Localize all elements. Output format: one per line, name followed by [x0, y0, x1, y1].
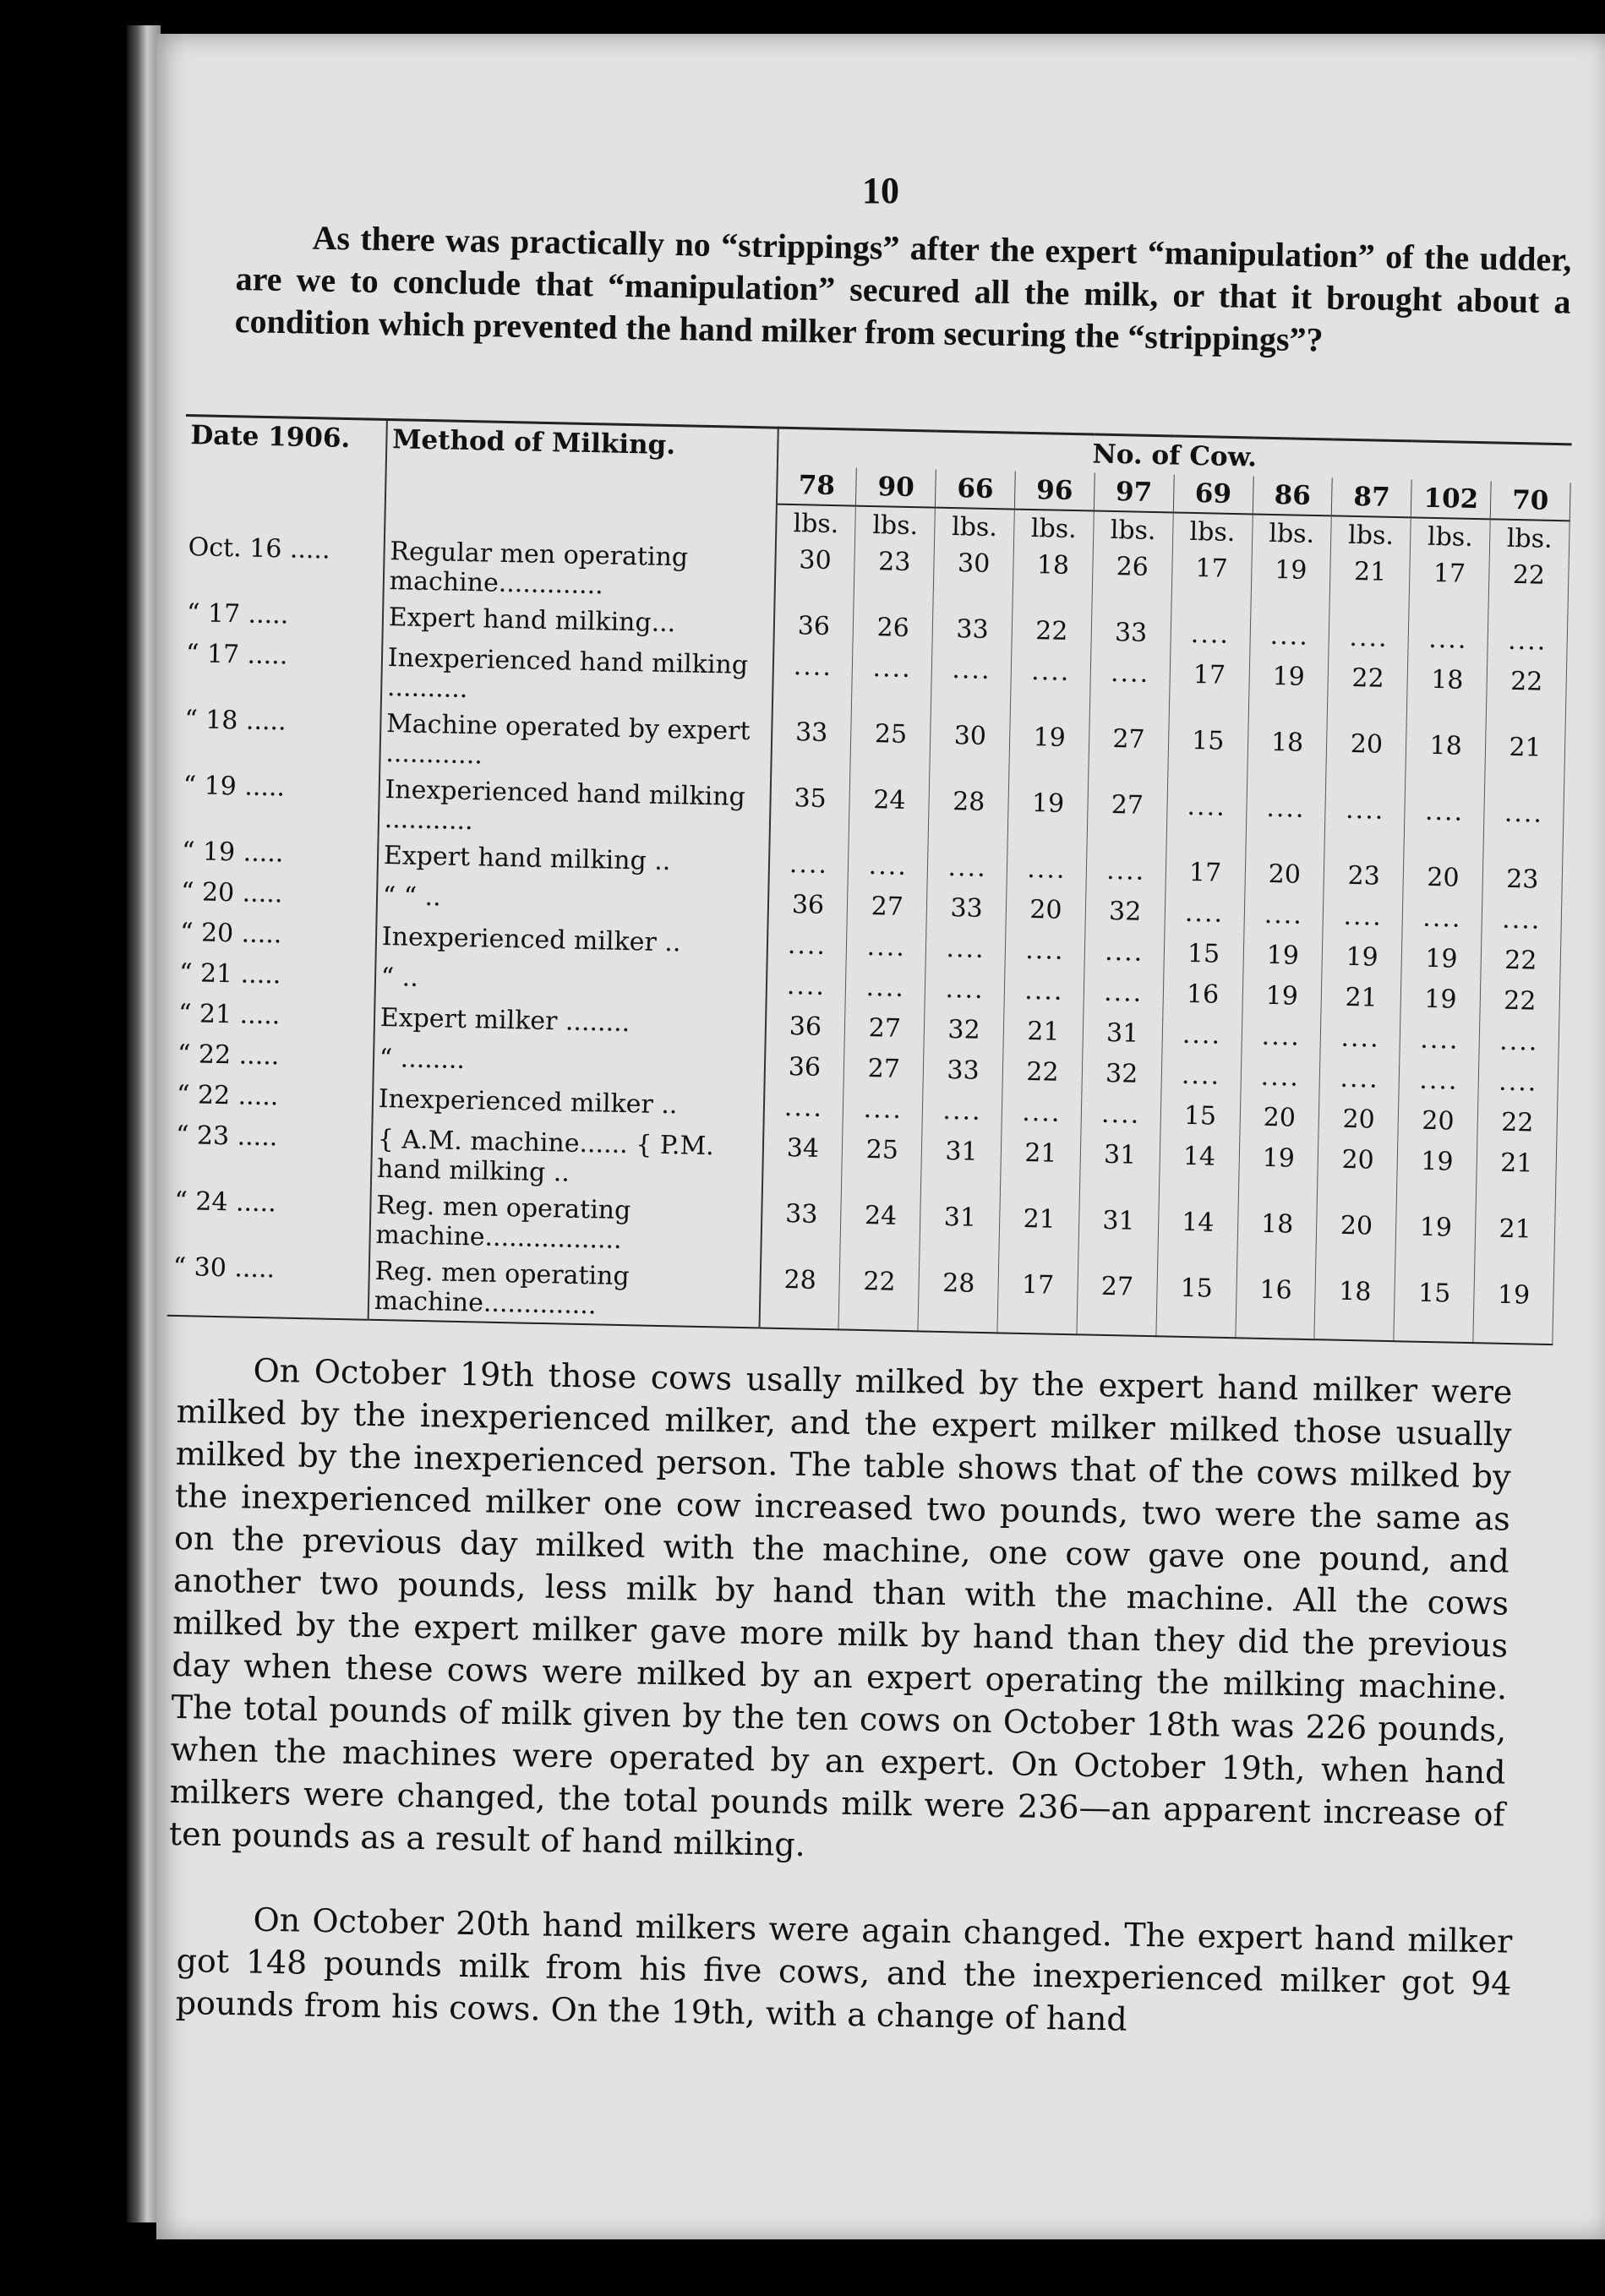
- milking-results-table: [167, 414, 1571, 1357]
- dot-leader: ....: [1499, 1026, 1539, 1057]
- cow-number-group-header: No. of Cow.: [1092, 439, 1258, 473]
- milk-pounds-cell: 19: [1401, 940, 1482, 982]
- milk-pounds-cell: 34: [762, 1129, 843, 1197]
- milk-pounds-cell: 17: [1171, 549, 1251, 617]
- dot-leader: ....: [1261, 1021, 1302, 1052]
- milk-pounds-cell: [1478, 1063, 1559, 1105]
- milk-pounds-cell: 15: [1156, 1269, 1237, 1338]
- dot-leader: ....: [945, 973, 985, 1005]
- page-number: 10: [862, 170, 899, 211]
- milk-pounds-cell: [1081, 1095, 1161, 1137]
- dot-leader: ....: [868, 851, 909, 881]
- milk-pounds-cell: 19: [1322, 938, 1402, 980]
- milk-pounds-cell: 24: [840, 1197, 920, 1264]
- milk-pounds-cell: [766, 968, 846, 1010]
- milk-pounds-cell: 23: [854, 543, 934, 611]
- milk-pounds-cell: 31: [920, 1132, 1001, 1200]
- milk-pounds-cell: 17: [1166, 854, 1246, 896]
- row-date: “ 19 .....: [177, 833, 379, 878]
- milk-pounds-cell: 16: [1163, 975, 1243, 1017]
- paragraph-oct-20-text: On October 20th hand milkers were again changed. The expert hand milker got 148 pounds milk from his five cows, and the inexperienced milker got 94 pounds from his cows. On the 19th, with a change of hand: [175, 1901, 1513, 2038]
- milk-pounds-cell: 21: [1321, 979, 1401, 1021]
- intro-paragraph-text: As there was practically no “strippings” after the expert “manipulation” of the udder, are we to conclude that “manipulation” secured all the milk, or that it brought about a condition which prevented the hand milker from securing the “strippings”?: [234, 218, 1572, 359]
- milk-pounds-cell: 15: [1160, 1097, 1241, 1139]
- milk-pounds-cell: 20: [1239, 1099, 1319, 1141]
- milk-pounds-cell: 26: [1092, 548, 1172, 616]
- milk-pounds-cell: 31: [1078, 1202, 1158, 1269]
- unit-label: lbs.: [855, 506, 936, 545]
- milk-pounds-cell: 20: [1244, 855, 1324, 897]
- milk-pounds-cell: [848, 848, 928, 890]
- milk-pounds-cell: 22: [1488, 556, 1570, 624]
- milk-pounds-cell: [925, 930, 1006, 972]
- dot-leader: ....: [942, 1095, 983, 1126]
- dot-leader: ....: [952, 655, 991, 686]
- milk-pounds-cell: 19: [1250, 551, 1330, 619]
- milk-pounds-cell: 20: [1318, 1141, 1398, 1208]
- milk-pounds-cell: [843, 1090, 923, 1132]
- milk-pounds-cell: 22: [1327, 659, 1407, 727]
- milk-pounds-cell: 23: [1482, 860, 1563, 903]
- milk-pounds-cell: [1086, 852, 1166, 894]
- milk-pounds-cell: 18: [1406, 727, 1486, 794]
- row-date: “ 22 .....: [172, 1036, 374, 1081]
- cow-number-header: 86: [1253, 476, 1333, 515]
- row-method: “ ..: [374, 959, 767, 1008]
- row-date: “ 18 .....: [178, 701, 380, 772]
- dot-leader: ....: [783, 1093, 824, 1123]
- row-date: “ 19 .....: [177, 767, 379, 837]
- row-method: Expert hand milking...: [382, 599, 774, 648]
- milk-pounds-cell: [1165, 894, 1245, 936]
- milk-pounds-cell: [1399, 1061, 1479, 1104]
- milk-pounds-cell: 27: [844, 1009, 925, 1051]
- milk-pounds-cell: 19: [1242, 977, 1322, 1019]
- dot-leader: ....: [1021, 1097, 1062, 1128]
- milk-pounds-cell: 17: [997, 1266, 1078, 1334]
- row-method: “ ........: [373, 1040, 765, 1089]
- dot-leader: ....: [1100, 1099, 1141, 1130]
- milk-pounds-cell: 17: [1409, 554, 1489, 622]
- milk-pounds-cell: 19: [1007, 784, 1088, 852]
- milk-pounds-cell: [763, 1088, 843, 1131]
- milk-pounds-cell: [772, 648, 853, 716]
- milk-pounds-cell: 15: [1167, 722, 1247, 789]
- milk-pounds-cell: 21: [1476, 1144, 1557, 1212]
- milk-pounds-cell: 22: [1477, 1104, 1558, 1146]
- dot-leader: ....: [1024, 935, 1065, 966]
- milk-pounds-cell: 33: [926, 889, 1007, 931]
- milk-pounds-cell: 36: [764, 1049, 844, 1091]
- unit-label: lbs.: [1014, 510, 1095, 548]
- dot-leader: ....: [866, 932, 907, 963]
- paragraph-indent: [177, 1380, 253, 1382]
- dot-leader: ....: [1024, 975, 1064, 1006]
- paragraph-indent: [177, 1929, 253, 1931]
- milk-pounds-cell: 22: [838, 1263, 919, 1331]
- unit-label: lbs.: [1331, 515, 1411, 554]
- milk-pounds-cell: 14: [1159, 1137, 1239, 1205]
- milk-pounds-cell: 21: [1329, 553, 1410, 620]
- milk-pounds-cell: 27: [1077, 1268, 1157, 1336]
- unit-label: lbs.: [1489, 519, 1570, 558]
- milk-pounds-cell: 19: [1400, 980, 1481, 1023]
- milk-pounds-cell: 31: [920, 1198, 1000, 1266]
- milk-pounds-cell: 22: [1012, 613, 1092, 655]
- milk-pounds-cell: 14: [1157, 1203, 1237, 1271]
- milk-pounds-cell: 21: [1484, 728, 1565, 796]
- dot-leader: ....: [793, 652, 833, 683]
- milk-pounds-cell: 36: [765, 1008, 845, 1050]
- milk-pounds-cell: [767, 927, 847, 969]
- milk-pounds-cell: [768, 846, 849, 888]
- milk-pounds-cell: 15: [1164, 935, 1244, 977]
- milking-table-container: [167, 414, 1571, 1357]
- dot-leader: ....: [1190, 619, 1231, 650]
- dot-leader: ....: [1181, 1060, 1221, 1091]
- milk-pounds-cell: [931, 652, 1011, 719]
- paragraph-oct-19-text: On October 19th those cows usally milked by the expert hand milker were milked by the inexperienced milker, and the expert milker milked those usually milked by the inexperienced person. The table shows that of the cows milked by the inexperienced milker one cow increased two pounds, two were the same as on the previous day milked with the machine, one cow gave one pound, and another two pounds, less milk by hand than with the machine. All the cows milked by the expert milker gave more milk by hand than they did the previous day when these cows were milked by an expert operating the milking machine. The total pounds of milk given by the ten cows on October 18th was 226 pounds, when the machines were operated by an expert. On October 19th, when hand milkers were changed, the total pounds milk were 236—an apparent increase of ten pounds as a result of hand milking.: [168, 1351, 1513, 1864]
- milk-pounds-cell: 27: [843, 1050, 924, 1092]
- cow-number-header: 66: [936, 470, 1016, 510]
- milk-pounds-cell: 30: [930, 717, 1010, 785]
- milk-pounds-cell: 18: [1237, 1205, 1317, 1273]
- dot-leader: ....: [865, 973, 906, 1003]
- milk-pounds-cell: [1400, 1021, 1480, 1063]
- milk-pounds-cell: 35: [769, 780, 850, 848]
- cow-number-header: 78: [776, 466, 856, 506]
- row-method: Reg. men operating machine.................: [369, 1187, 762, 1262]
- paragraph-oct-19: [169, 1348, 1513, 1878]
- dot-leader: ....: [1501, 904, 1542, 935]
- dot-leader: ....: [1187, 791, 1227, 822]
- row-method: Inexperienced hand milking ..........: [381, 640, 773, 714]
- milk-pounds-cell: [1170, 615, 1250, 657]
- milk-pounds-cell: [1004, 972, 1084, 1014]
- milk-pounds-cell: [925, 970, 1005, 1012]
- milk-pounds-cell: 19: [1473, 1276, 1554, 1344]
- milk-pounds-cell: [1089, 654, 1170, 722]
- milk-pounds-cell: 28: [918, 1264, 998, 1333]
- row-date: “ 24 .....: [168, 1183, 370, 1253]
- dot-leader: ....: [1419, 1024, 1460, 1055]
- paragraph-oct-20: [175, 1897, 1512, 2048]
- dot-leader: ....: [1504, 798, 1544, 829]
- milk-pounds-cell: [1162, 1016, 1242, 1058]
- row-date: “ 20 .....: [176, 874, 378, 919]
- milk-pounds-cell: 28: [759, 1261, 840, 1329]
- row-date: “ 30 .....: [167, 1249, 369, 1320]
- milk-pounds-cell: 21: [1000, 1134, 1080, 1202]
- milk-pounds-cell: 33: [923, 1051, 1003, 1093]
- table-body: [167, 529, 1569, 1357]
- milk-pounds-cell: 18: [1406, 661, 1487, 728]
- milk-pounds-cell: 20: [1398, 1102, 1478, 1144]
- dot-leader: ....: [1422, 903, 1462, 934]
- milk-pounds-cell: 22: [1480, 982, 1560, 1024]
- row-date: “ 22 .....: [172, 1077, 374, 1121]
- milk-pounds-cell: 16: [1235, 1271, 1315, 1339]
- milk-pounds-cell: 28: [928, 783, 1008, 851]
- milk-pounds-cell: 25: [850, 716, 931, 783]
- milk-pounds-cell: 32: [1085, 892, 1166, 935]
- milk-pounds-cell: [1408, 620, 1488, 663]
- dot-leader: ....: [1340, 1023, 1381, 1054]
- milk-pounds-cell: [1161, 1056, 1242, 1099]
- dot-leader: ....: [1266, 793, 1306, 824]
- milk-pounds-cell: 22: [1481, 941, 1561, 984]
- milk-pounds-cell: 19: [1242, 936, 1323, 979]
- dot-leader: ....: [946, 933, 986, 964]
- milk-pounds-cell: 31: [1083, 1014, 1163, 1056]
- milk-pounds-cell: 19: [1009, 719, 1089, 787]
- page-edge: [127, 25, 161, 2222]
- row-method: Inexperienced milker ..: [372, 1081, 764, 1130]
- milk-pounds-cell: 21: [1475, 1210, 1556, 1278]
- row-date: “ 21 .....: [174, 955, 376, 1000]
- milk-pounds-cell: 18: [1314, 1273, 1395, 1341]
- milk-pounds-cell: [1084, 973, 1164, 1016]
- milk-pounds-cell: 18: [1247, 723, 1327, 791]
- dot-leader: ....: [1264, 899, 1304, 930]
- milk-pounds-cell: 36: [767, 886, 848, 929]
- row-date: Oct. 16 .....: [183, 529, 385, 599]
- milk-pounds-cell: [1007, 850, 1087, 892]
- milk-pounds-cell: 30: [774, 542, 855, 609]
- milk-pounds-cell: [1488, 622, 1568, 664]
- dot-leader: ....: [1349, 622, 1389, 653]
- row-method: Expert hand milking ..: [377, 837, 769, 886]
- milk-pounds-cell: 20: [1403, 859, 1483, 901]
- cow-number-header: 70: [1490, 481, 1570, 521]
- milk-pounds-cell: 27: [1087, 786, 1167, 854]
- milk-pounds-cell: 32: [924, 1011, 1004, 1053]
- dot-leader: ....: [1340, 1063, 1380, 1094]
- milk-pounds-cell: 32: [1082, 1055, 1162, 1097]
- dot-leader: ....: [1424, 796, 1465, 827]
- row-method: Regular men operating machine.............: [383, 533, 775, 608]
- unit-label: lbs.: [1093, 511, 1173, 550]
- milk-pounds-cell: [1084, 933, 1165, 975]
- unit-label: lbs.: [935, 508, 1015, 547]
- dot-leader: ....: [1105, 855, 1146, 886]
- milk-pounds-cell: 19: [1396, 1143, 1477, 1210]
- row-date: “ 20 .....: [175, 914, 377, 959]
- row-method: { A.M. machine...... { P.M. hand milking ..: [371, 1121, 763, 1196]
- cow-number-header: 102: [1411, 479, 1491, 519]
- dot-leader: ....: [1269, 620, 1310, 652]
- milk-pounds-cell: 19: [1238, 1139, 1318, 1207]
- unit-label: lbs.: [1252, 514, 1332, 553]
- milk-pounds-cell: [1010, 653, 1090, 721]
- milk-pounds-cell: 27: [847, 888, 927, 930]
- milk-pounds-cell: 17: [1169, 656, 1249, 723]
- dot-leader: ....: [947, 853, 988, 883]
- row-method: Inexperienced hand milking ...........: [378, 772, 770, 846]
- milk-pounds-cell: [922, 1092, 1002, 1134]
- unit-label: lbs.: [1411, 517, 1491, 556]
- row-method: Reg. men operating machine..............: [368, 1253, 760, 1328]
- milk-pounds-cell: 19: [1395, 1208, 1476, 1276]
- milk-pounds-cell: [845, 969, 925, 1012]
- milk-pounds-cell: 33: [771, 714, 852, 782]
- row-date: “ 17 .....: [182, 595, 384, 640]
- row-date: “ 23 .....: [170, 1117, 372, 1187]
- milk-pounds-cell: [1479, 1023, 1559, 1065]
- row-date: “ 21 .....: [173, 995, 375, 1040]
- milk-pounds-cell: [1404, 793, 1484, 860]
- dot-leader: ....: [1428, 624, 1468, 655]
- milk-pounds-cell: 21: [999, 1200, 1079, 1268]
- dot-leader: ....: [789, 849, 829, 881]
- milk-pounds-cell: [1245, 789, 1325, 857]
- unit-label: lbs.: [776, 504, 856, 543]
- milk-pounds-cell: [1005, 931, 1085, 973]
- dot-leader: ....: [786, 971, 827, 1001]
- cow-number-header: 90: [856, 468, 936, 508]
- dot-leader: ....: [1343, 901, 1384, 932]
- milk-pounds-cell: [1002, 1093, 1082, 1136]
- milk-pounds-cell: 20: [1316, 1207, 1396, 1274]
- milk-pounds-cell: 36: [773, 608, 854, 650]
- cow-number-header: 69: [1173, 474, 1253, 514]
- milk-pounds-cell: [1319, 1060, 1400, 1102]
- dot-leader: ....: [863, 1093, 903, 1125]
- method-column-header: Method of Milking.: [385, 419, 778, 504]
- row-method: Machine operated by expert ............: [379, 706, 772, 780]
- milk-pounds-cell: [1402, 899, 1482, 941]
- milk-pounds-cell: [1320, 1019, 1400, 1061]
- paragraph-indent: [236, 248, 312, 249]
- milk-pounds-cell: [1243, 896, 1324, 938]
- milk-pounds-cell: [1249, 617, 1329, 659]
- milk-pounds-cell: 31: [1079, 1136, 1160, 1203]
- row-method: Expert milker ........: [374, 1000, 766, 1049]
- milk-pounds-cell: 25: [842, 1131, 922, 1198]
- dot-leader: ....: [1110, 657, 1150, 689]
- milk-pounds-cell: [1324, 791, 1405, 859]
- milk-pounds-cell: 24: [849, 782, 929, 849]
- dot-leader: ....: [1184, 897, 1225, 929]
- milk-pounds-cell: [846, 929, 926, 971]
- row-date: “ 17 .....: [180, 635, 382, 706]
- cow-number-header: 97: [1094, 473, 1174, 513]
- milk-pounds-cell: 20: [1326, 725, 1406, 793]
- dot-leader: ....: [787, 930, 827, 962]
- dot-leader: ....: [1498, 1066, 1538, 1098]
- dot-leader: ....: [1103, 977, 1144, 1008]
- milk-pounds-cell: [927, 849, 1007, 892]
- milk-pounds-cell: [1241, 1017, 1321, 1060]
- milk-pounds-cell: 19: [1248, 657, 1329, 725]
- milk-pounds-cell: 20: [1318, 1100, 1399, 1143]
- milk-pounds-cell: [1323, 897, 1403, 940]
- dot-leader: ....: [1026, 854, 1067, 885]
- dot-leader: ....: [1104, 936, 1144, 968]
- milk-pounds-cell: 18: [1013, 547, 1093, 614]
- unit-label: lbs.: [1172, 512, 1253, 551]
- milk-pounds-cell: [852, 650, 932, 717]
- milk-pounds-cell: 33: [932, 611, 1013, 653]
- milk-pounds-cell: [1482, 901, 1562, 943]
- dot-leader: ....: [1030, 657, 1071, 687]
- milk-pounds-cell: [1240, 1058, 1320, 1100]
- row-method: Inexperienced milker ..: [375, 919, 767, 968]
- dot-leader: ....: [872, 653, 913, 684]
- cow-number-header: 87: [1332, 477, 1412, 517]
- dot-leader: ....: [1260, 1061, 1301, 1093]
- milk-pounds-cell: 33: [1091, 614, 1171, 656]
- milk-pounds-cell: [1483, 794, 1564, 862]
- cow-number-header: 96: [1014, 472, 1095, 511]
- milk-pounds-cell: 21: [1003, 1012, 1084, 1055]
- milk-pounds-cell: 22: [1486, 663, 1567, 730]
- milk-pounds-cell: 33: [761, 1195, 842, 1263]
- dot-leader: ....: [1345, 794, 1385, 826]
- milk-pounds-cell: 23: [1324, 857, 1404, 899]
- units-spacer: [183, 492, 385, 533]
- dot-leader: ....: [1182, 1019, 1222, 1050]
- milk-pounds-cell: 15: [1394, 1274, 1474, 1343]
- date-column-header: Date 1906.: [184, 415, 387, 495]
- dot-leader: ....: [1507, 625, 1548, 657]
- milk-pounds-cell: 22: [1002, 1053, 1083, 1095]
- milk-pounds-cell: [1329, 619, 1409, 661]
- row-method: “ “ ..: [376, 878, 768, 927]
- intro-paragraph: [234, 215, 1571, 366]
- milk-pounds-cell: 26: [853, 609, 933, 652]
- dot-leader: ....: [1418, 1065, 1459, 1096]
- milk-pounds-cell: 20: [1006, 891, 1086, 933]
- milk-pounds-cell: 30: [933, 545, 1013, 613]
- milk-pounds-cell: 27: [1088, 720, 1168, 788]
- milk-pounds-cell: [1166, 788, 1247, 855]
